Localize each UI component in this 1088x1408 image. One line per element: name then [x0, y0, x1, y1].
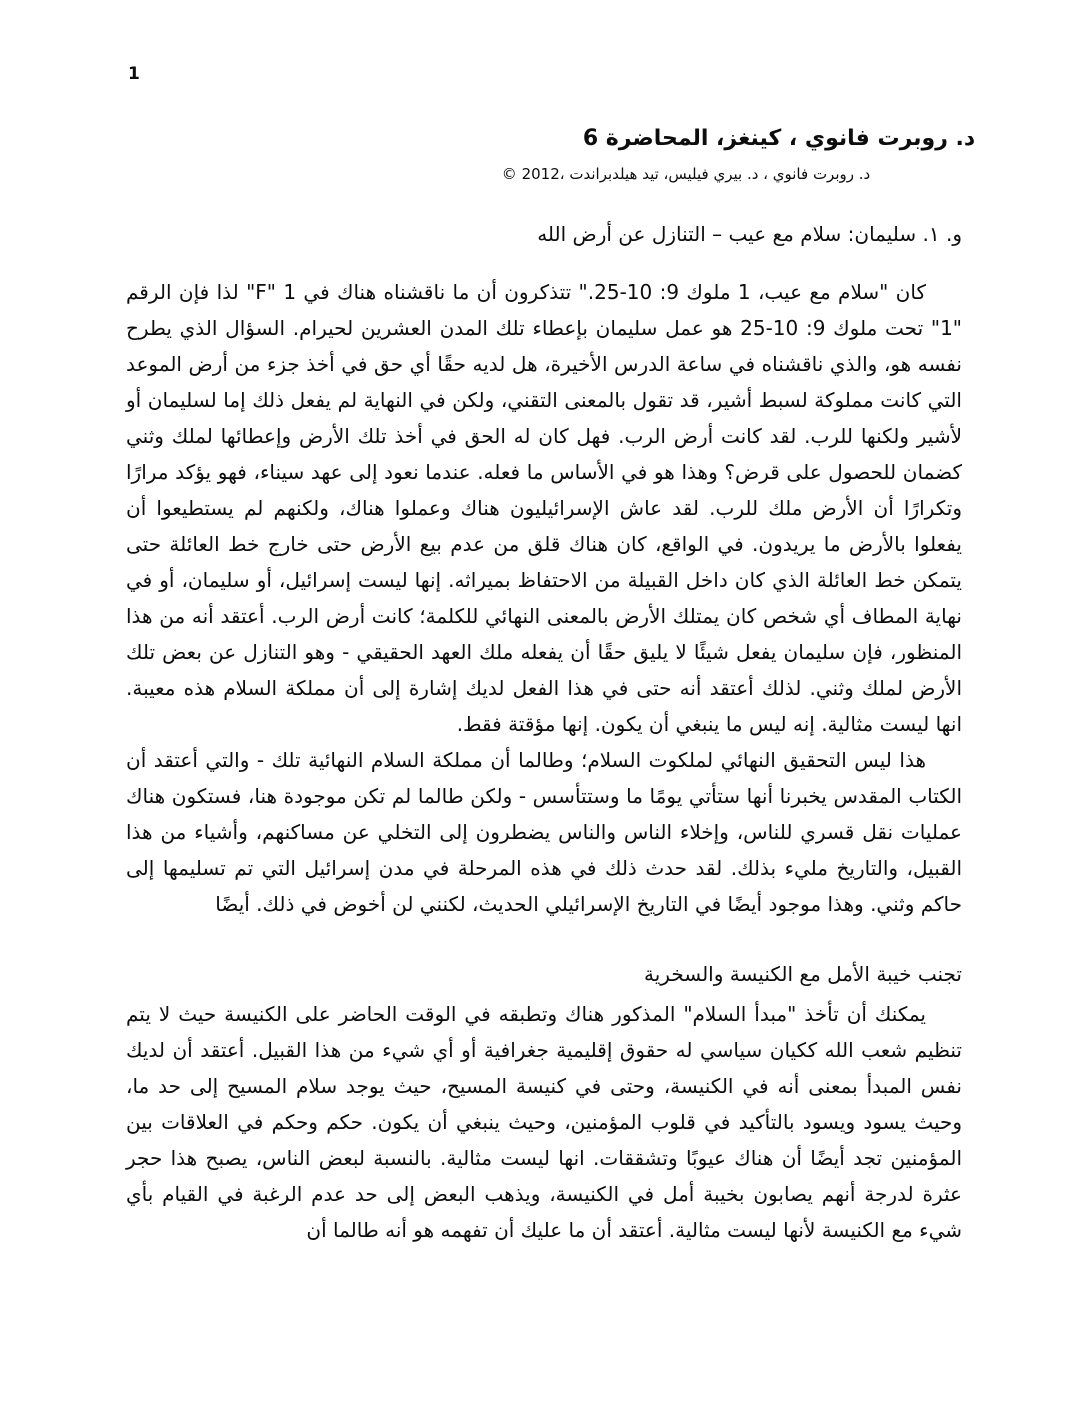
document-title: د. روبرت فانوي ، كينغز، المحاضرة 6 — [582, 126, 976, 151]
paragraph-church-disillusionment: يمكنك أن تأخذ "مبدأ السلام" المذكور هناك وتطبقه في الوقت الحاضر على الكنيسة حيث لا يتم تنظيم شعب الله ككيان سياسي له حقوق إقليمية جغرافية أو أي شيء من هذا القبيل. أعتقد أن لديك نفس المبدأ بمعنى أنه في الكنيسة، وحتى في كنيسة المسيح، حيث يوجد سلام المسيح إلى حد ما، وحيث يسود ويسود بالتأكيد في قلوب المؤمنين، وحيث ينبغي أن يكون. حكم وحكم في العلاقات بين المؤمنين تجد أيضًا أن هناك عيوبًا وتشققات. انها ليست مثالية. بالنسبة لبعض الناس، يصبح هذا حجر عثرة لدرجة أنهم يصابون بخيبة أمل في الكنيسة، ويذهب البعض إلى حد عدم الرغبة في القيام بأي شيء مع الكنيسة لأنها ليست مثالية. أعتقد أن ما عليك أن تفهمه هو أنه طالما أن — [126, 1002, 962, 1242]
section-heading-church: تجنب خيبة الأمل مع الكنيسة والسخرية — [644, 962, 962, 986]
section-heading-solomon: و. ١. سليمان: سلام مع عيب – التنازل عن أرض الله — [537, 222, 962, 246]
paragraph-peaceable-kingdom: هذا ليس التحقيق النهائي لملكوت السلام؛ وطالما أن مملكة السلام النهائية تلك - والتي أعتقد أن الكتاب المقدس يخبرنا أنها ستأتي يومًا ما وستتأسس - ولكن طالما لم تكن موجودة هنا، فستكون هناك عمليات نقل قسري للناس، وإخلاء الناس والناس يضطرون إلى التخلي عن مساكنهم، وأشياء من هذا القبيل، والتاريخ مليء بذلك. لقد حدث ذلك في هذه المرحلة في مدن إسرائيل التي تم تسليمها إلى حاكم وثني. وهذا موجود أيضًا في التاريخ الإسرائيلي الحديث، لكنني لن أخوض في ذلك. أيضًا — [126, 748, 962, 916]
paragraph-solomon-land: كان "سلام مع عيب، 1 ملوك 9: 10-25." تتذكرون أن ما ناقشناه هناك في 1 "F" لذا فإن الرقم "1" تحت ملوك 9: 10-25 هو عمل سليمان بإعطاء تلك المدن العشرين لحيرام. السؤال الذي يطرح نفسه هو، والذي ناقشناه في ساعة الدرس الأخيرة، هل لديه حقًا أي حق في أخذ جزء من أرض الموعد التي كانت مملوكة لسبط أشير، قد تقول بالمعنى التقني، ولكن في النهاية لم يفعل ذلك إما لسليمان أو لأشير ولكنها للرب. لقد كانت أرض الرب. فهل كان له الحق في أخذ تلك الأرض وإعطائها لملك وثني كضمان للحصول على قرض؟ وهذا هو في الأساس ما فعله. عندما نعود إلى عهد سيناء، فهو يؤكد مرارًا وتكرارًا أن الأرض ملك للرب. لقد عاش الإسرائيليون هناك وعملوا هناك، ولكنهم لم يستطيعوا أن يفعلوا بالأرض ما يريدون. في الواقع، كان هناك قلق من عدم بيع الأرض حتى خارج خط العائلة حتى يتمكن خط العائلة الذي كان داخل القبيلة من الاحتفاظ بميراثه. إنها ليست إسرائيل، أو سليمان، أو في نهاية المطاف أي شخص كان يمتلك الأرض بالمعنى النهائي للكلمة؛ كانت أرض الرب. أعتقد أنه من هذا المنظور، فإن سليمان يفعل شيئًا لا يليق حقًا أن يفعله ملك العهد الحقيقي - وهو التنازل عن بعض تلك الأرض لملك وثني. لذلك أعتقد أنه حتى في هذا الفعل لديك إشارة إلى أن مملكة السلام هذه معيبة. انها ليست مثالية. إنه ليس ما ينبغي أن يكون. إنها مؤقتة فقط. — [126, 280, 962, 736]
copyright-line: د. روبرت فانوي ، د. بيري فيليس، تيد هيلدبراندت ،2012 © — [501, 165, 871, 183]
page-number: 1 — [128, 64, 140, 84]
